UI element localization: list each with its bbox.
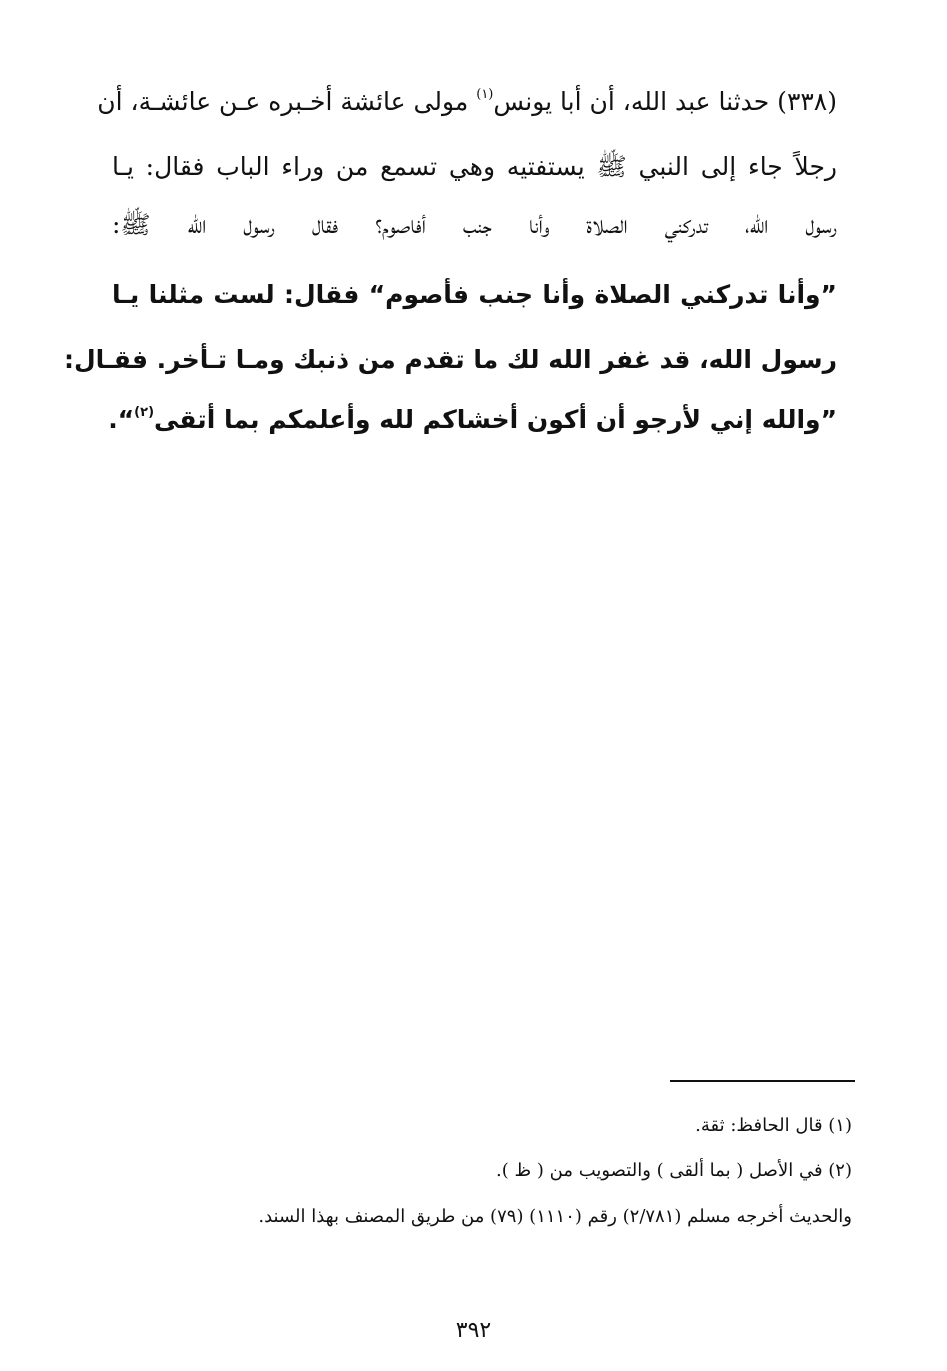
hadith-line-1-tail: مولى عائشة أخـبره عـن عائشـة، أن [97,87,477,116]
hadith-bold-line-3-tail: “. [108,405,135,434]
hadith-line-1 [97,82,837,122]
hadith-line-3: رسول الله، تدركني الصلاة وأنا جنب أفاصوم؟ فقال رسول الله ﷺ: [112,210,837,239]
footnote-2: (٢) في الأصل ( بما ألقى ) والتصويب من ( ظ ). [496,1160,852,1181]
hadith-line-1-text: (٣٣٨) حدثنا عبد الله، أن أبا يونس [493,87,837,116]
hadith-bold-line-1: ”وأنا تدركني الصلاة وأنا جنب فأصوم“ فقال: لست مثلنا يـا [112,280,837,309]
footnote-separator [670,1080,855,1082]
hadith-bold-line-2: رسول الله، قد غفر الله لك ما تقدم من ذنبك ومـا تـأخر. فقـال: [63,345,837,374]
page-number: ٣٩٢ [455,1318,492,1343]
hadith-line-2: رجلاً جاء إلى النبي ﷺ يستفتيه وهي تسمع من وراء الباب فقال: يـا [112,152,837,181]
footnote-marker-1: (١) [476,87,494,102]
hadith-bold-line-3-text: ”والله إني لأرجو أن أكون أخشاكم لله وأعلمكم بما أتقى [154,405,837,434]
hadith-bold-line-3 [108,400,837,440]
footnote-marker-2: (٢) [134,405,155,420]
footnote-1: (١) قال الحافظ: ثقة. [695,1115,852,1136]
footnote-3: والحديث أخرجه مسلم (٢/٧٨١) رقم (١١١٠) (٧٩) من طريق المصنف بهذا السند. [258,1206,852,1227]
